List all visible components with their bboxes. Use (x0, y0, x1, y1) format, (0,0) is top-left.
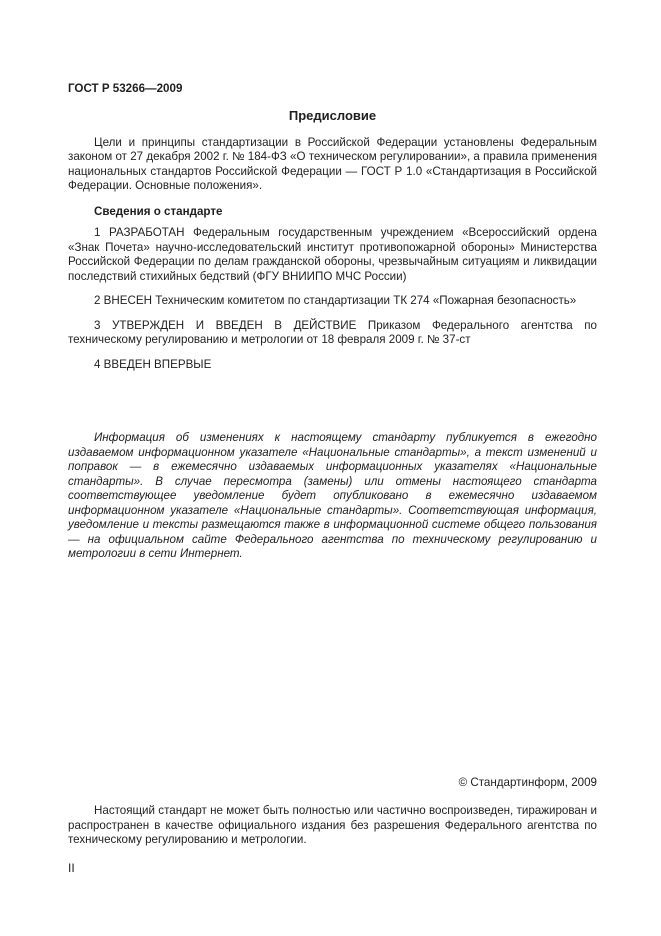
page-number: II (68, 860, 75, 875)
page-title: Предисловие (288, 107, 377, 123)
standard-info-item-first-introduced: 4 ВВЕДЕН ВПЕРВЫЕ (94, 357, 212, 371)
copyright-line: © Стандартинформ, 2009 (458, 775, 597, 789)
standard-info-item-submitted: 2 ВНЕСЕН Техническим комитетом по стандартизации ТК 274 «Пожарная безопасность» (94, 294, 577, 307)
section-heading-standard-info: Сведения о стандарте (94, 204, 223, 218)
intro-paragraph: Цели и принципы стандартизации в Российской Федерации установлены Федеральным законом от 27 декабря 2002 г. № 184-ФЗ «О техническом регулировании», а правила применения национальных стандартов Российской Федерации — ГОСТ Р 1.0 «Стандартизация в Российской Федерации. Основные положения». (68, 135, 597, 192)
amendments-notice-paragraph: Информация об изменениях к настоящему стандарту публикуется в ежегодно издаваемом информационном указателе «Национальные стандарты», а текст изменений и поправок — в ежемесячно издаваемых информационных указателях «Национальные стандарты». В случае пересмотра (замены) или отмены настоящего стандарта соответствующее уведомление будет опубликовано в ежемесячно издаваемом информационном указателе «Национальные стандарты». Соответствующая информация, уведомление и тексты размещаются также в информационной системе общего пользования — на официальном сайте Федерального агентства по техническому регулированию и метрологии в сети Интернет. (68, 431, 597, 560)
standard-info-item-developed: 1 РАЗРАБОТАН Федеральным государственным учреждением «Всероссийский ордена «Знак Почета» научно-исследовательский институт противопожарной обороны» Министерства Российской Федерации по делам гражданской обороны, чрезвычайным ситуациям и ликвидации последствий стихийных бедствий (ФГУ ВНИИПО МЧС России) (68, 226, 597, 283)
reproduction-restriction-paragraph: Настоящий стандарт не может быть полностью или частично воспроизведен, тиражирован и распространен в качестве официального издания без разрешения Федерального агентства по техническому регулированию и метрологии. (68, 804, 597, 846)
standard-info-item-approved: 3 УТВЕРЖДЕН И ВВЕДЕН В ДЕЙСТВИЕ Приказом Федерального агентства по техническому регулированию и метрологии от 18 февраля 2009 г. № 37-ст (68, 318, 597, 346)
document-code-header: ГОСТ Р 53266—2009 (68, 82, 183, 95)
